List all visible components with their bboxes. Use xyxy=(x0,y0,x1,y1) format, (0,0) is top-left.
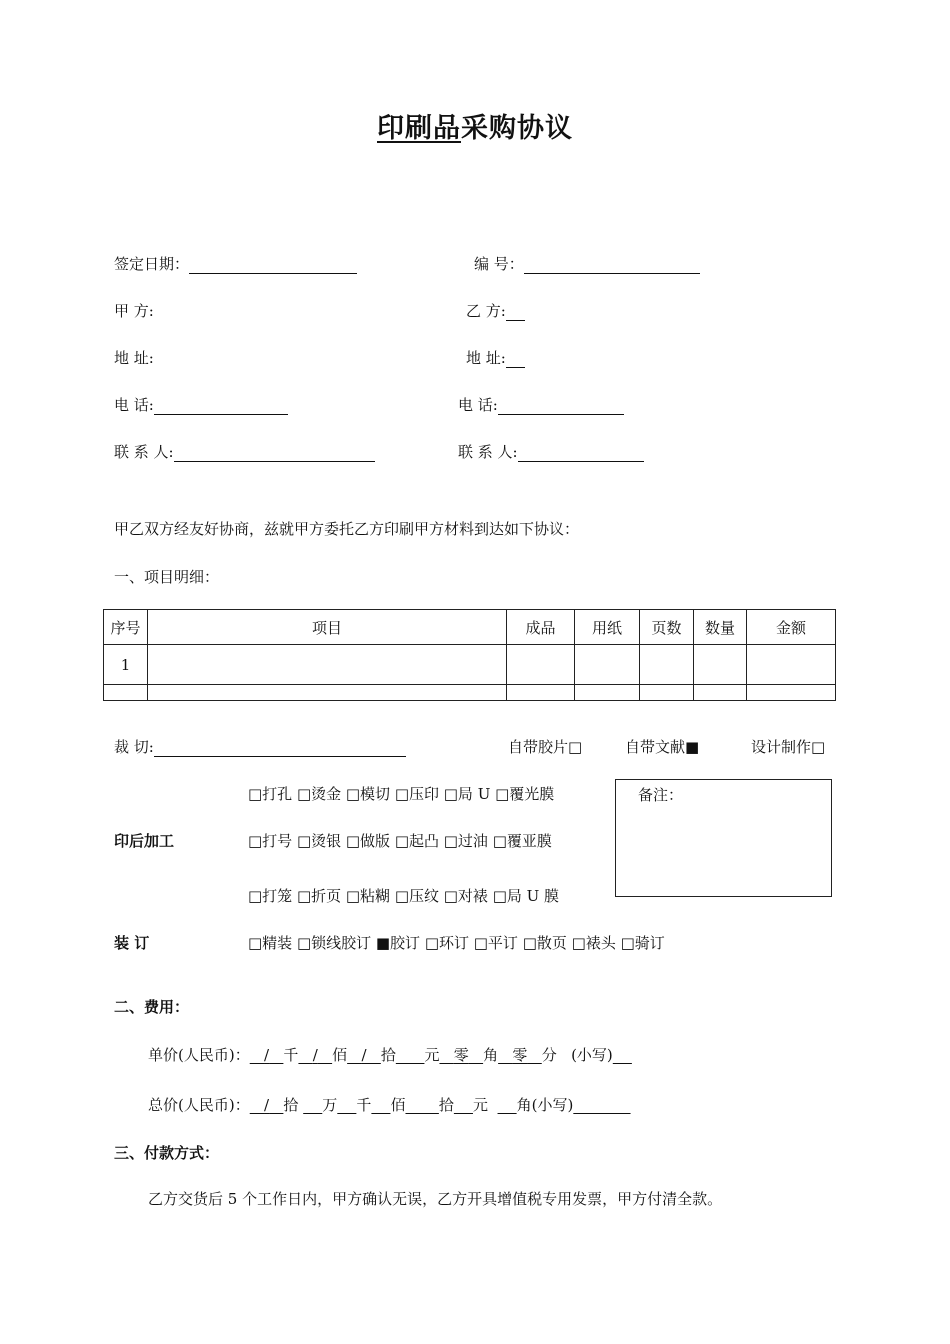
contact-a-field xyxy=(114,441,375,462)
section2-heading: 二、费用： xyxy=(114,998,190,1016)
header-amount: 金额 xyxy=(747,610,836,645)
unit-price-input[interactable] xyxy=(498,1046,542,1064)
cutting-field xyxy=(114,736,406,757)
total-price-input[interactable] xyxy=(337,1096,356,1114)
intro-text: 甲乙双方经友好协商，兹就甲方委托乙方印刷甲方材料到达如下协议： xyxy=(114,520,580,538)
remark-label: 备注： xyxy=(638,786,684,804)
table-cell[interactable] xyxy=(640,685,694,701)
contact-b-field xyxy=(458,441,644,462)
unit-price-input[interactable] xyxy=(396,1046,425,1064)
total-price-label: 总价(人民币)： xyxy=(148,1096,250,1114)
number-input[interactable] xyxy=(524,257,700,274)
postpress-label: 印后加工 xyxy=(114,832,175,850)
remark-box[interactable] xyxy=(615,779,832,897)
address-a-label: 地 址: xyxy=(114,349,154,367)
table-cell[interactable] xyxy=(747,645,836,685)
contact-b-input[interactable] xyxy=(518,445,644,462)
postpress-options-row3[interactable]: □打笼 □折页 □粘糊 □压纹 □对裱 □局 U 膜 xyxy=(248,887,560,905)
header-index: 序号 xyxy=(104,610,148,645)
table-cell[interactable] xyxy=(575,645,640,685)
unit-price-value: / xyxy=(264,1046,270,1064)
table-cell[interactable] xyxy=(148,645,507,685)
header-quantity: 数量 xyxy=(694,610,747,645)
table-cell[interactable] xyxy=(507,645,575,685)
number-label: 编 号： xyxy=(474,255,524,273)
section3-heading: 三、付款方式： xyxy=(114,1144,220,1162)
phone-b-field xyxy=(458,394,624,415)
header-pages: 页数 xyxy=(640,610,694,645)
total-price-unit: 元 xyxy=(472,1096,488,1114)
party-a-label: 甲 方: xyxy=(114,302,154,320)
total-price-unit: 角(小写) xyxy=(516,1096,574,1114)
header-product: 成品 xyxy=(507,610,575,645)
header-paper: 用纸 xyxy=(575,610,640,645)
binding-options[interactable]: □精装 □锁线胶订 ■胶订 □环订 □平订 □散页 □裱头 □骑订 xyxy=(248,934,665,952)
unit-price-unit: 分 xyxy=(541,1046,557,1064)
own-document-option[interactable]: 自带文献■ xyxy=(625,738,700,756)
title-underlined: 印刷品 xyxy=(377,113,461,144)
table-cell[interactable] xyxy=(694,645,747,685)
section1-heading: 一、项目明细： xyxy=(114,568,220,586)
unit-price-row xyxy=(148,1044,632,1065)
party-b-field xyxy=(466,300,525,321)
address-b-input[interactable] xyxy=(506,351,525,368)
unit-price-unit: 元 xyxy=(424,1046,440,1064)
number-field xyxy=(474,253,700,274)
total-price-small-input[interactable] xyxy=(573,1096,630,1114)
header-item: 项目 xyxy=(148,610,507,645)
document-title xyxy=(0,106,950,145)
cutting-input[interactable] xyxy=(154,740,406,757)
unit-price-value: 零 xyxy=(512,1046,528,1064)
table-cell[interactable] xyxy=(148,685,507,701)
contact-b-label: 联 系 人: xyxy=(458,443,518,461)
sign-date-field xyxy=(114,253,357,274)
postpress-options-row1[interactable]: □打孔 □烫金 □模切 □压印 □局 U □覆光膜 xyxy=(248,785,555,803)
total-price-input[interactable] xyxy=(454,1096,473,1114)
design-option[interactable]: 设计制作□ xyxy=(751,738,826,756)
total-price-unit: 千 xyxy=(356,1096,372,1114)
unit-price-unit: 角 xyxy=(483,1046,499,1064)
unit-price-value: 零 xyxy=(453,1046,469,1064)
total-price-unit: 拾 xyxy=(283,1096,299,1114)
total-price-input[interactable] xyxy=(498,1096,517,1114)
total-price-input[interactable] xyxy=(371,1096,390,1114)
unit-price-value: / xyxy=(312,1046,318,1064)
address-b-field xyxy=(466,347,525,368)
unit-price-unit: 佰 xyxy=(332,1046,348,1064)
sign-date-input[interactable] xyxy=(189,257,357,274)
table-cell[interactable] xyxy=(104,685,148,701)
unit-price-small-input[interactable] xyxy=(613,1046,632,1064)
payment-text: 乙方交货后 5 个工作日内，甲方确认无误，乙方开具增值税专用发票，甲方付清全款。 xyxy=(148,1190,723,1208)
total-price-input[interactable] xyxy=(250,1096,284,1114)
unit-price-input[interactable] xyxy=(347,1046,381,1064)
total-price-input[interactable] xyxy=(303,1096,322,1114)
phone-a-field xyxy=(114,394,288,415)
party-b-input[interactable] xyxy=(506,304,525,321)
total-price-unit: 拾 xyxy=(438,1096,454,1114)
postpress-options-row2[interactable]: □打号 □烫银 □做版 □起凸 □过油 □覆亚膜 xyxy=(248,832,552,850)
unit-price-label: 单价(人民币)： xyxy=(148,1046,250,1064)
unit-price-unit: 千 xyxy=(283,1046,299,1064)
contact-a-label: 联 系 人: xyxy=(114,443,174,461)
binding-label: 装 订 xyxy=(114,934,150,952)
party-b-label: 乙 方: xyxy=(466,302,506,320)
table-cell[interactable] xyxy=(694,685,747,701)
cutting-label: 裁 切: xyxy=(114,738,154,756)
total-price-value: / xyxy=(264,1096,270,1114)
total-price-input[interactable] xyxy=(405,1096,438,1114)
sign-date-label: 签定日期： xyxy=(114,255,190,273)
unit-price-value: / xyxy=(361,1046,367,1064)
own-film-option[interactable]: 自带胶片□ xyxy=(508,738,583,756)
phone-a-input[interactable] xyxy=(154,398,288,415)
table-header-row xyxy=(104,610,836,645)
table-row xyxy=(104,685,836,701)
total-price-row xyxy=(148,1094,631,1115)
table-cell[interactable]: 1 xyxy=(104,645,148,685)
unit-price-input[interactable] xyxy=(250,1046,284,1064)
title-rest: 采购协议 xyxy=(461,113,573,144)
unit-price-input[interactable] xyxy=(298,1046,332,1064)
table-cell[interactable] xyxy=(747,685,836,701)
phone-b-label: 电 话: xyxy=(458,396,498,414)
phone-b-input[interactable] xyxy=(498,398,624,415)
table-cell[interactable] xyxy=(640,645,694,685)
address-b-label: 地 址: xyxy=(466,349,506,367)
contact-a-input[interactable] xyxy=(174,445,375,462)
total-price-unit: 万 xyxy=(322,1096,338,1114)
unit-price-small-label: (小写) xyxy=(571,1046,613,1064)
table-cell[interactable] xyxy=(575,685,640,701)
phone-a-label: 电 话: xyxy=(114,396,154,414)
unit-price-input[interactable] xyxy=(439,1046,483,1064)
table-row xyxy=(104,645,836,685)
items-table xyxy=(103,609,836,701)
unit-price-unit: 拾 xyxy=(380,1046,396,1064)
total-price-unit: 佰 xyxy=(390,1096,406,1114)
table-cell[interactable] xyxy=(507,685,575,701)
